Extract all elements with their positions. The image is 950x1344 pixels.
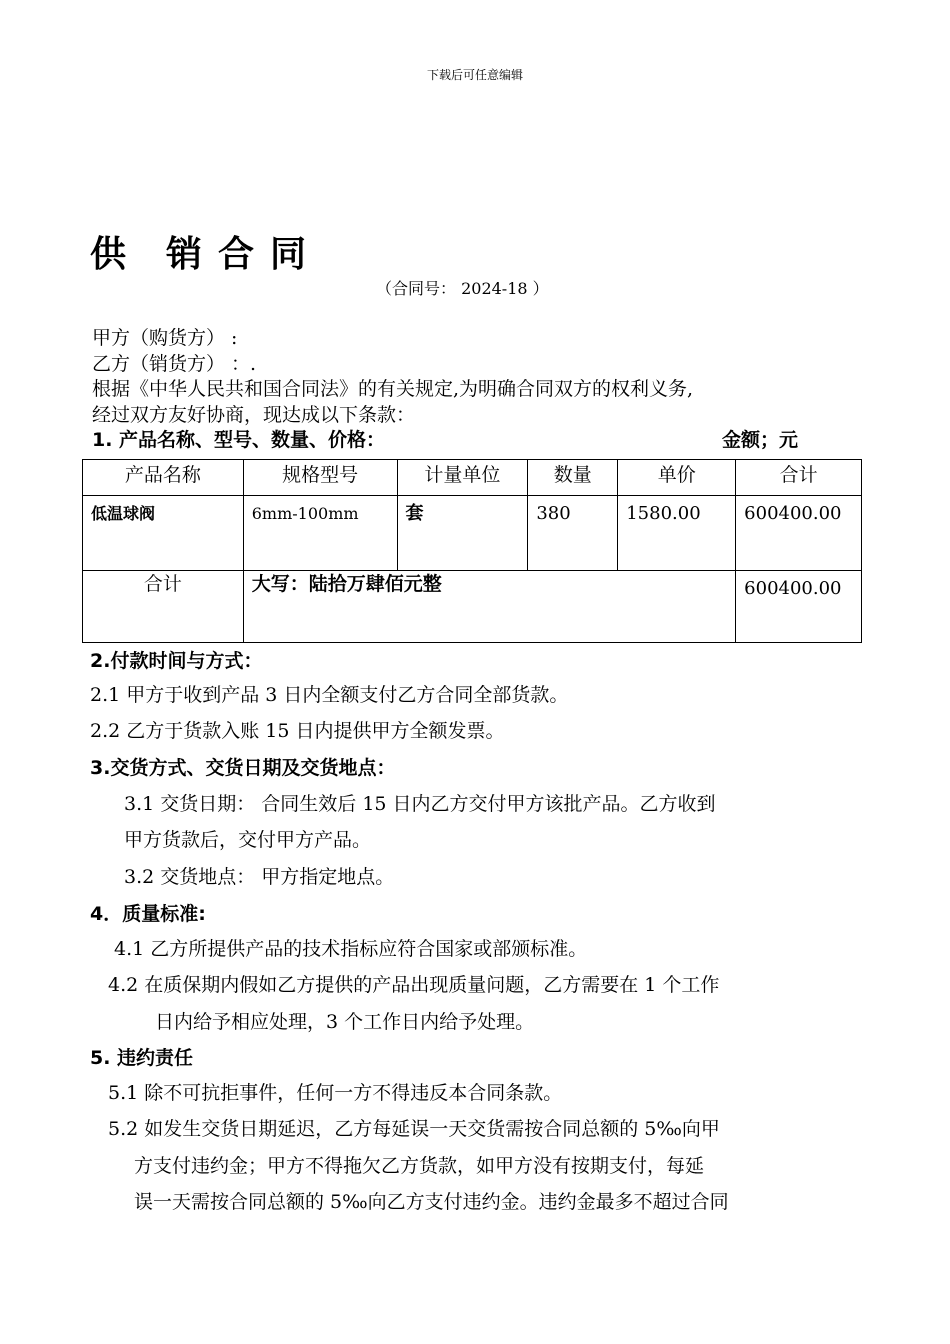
clause-5-2-line-2: 方支付违约金；甲方不得拖欠乙方货款，如甲方没有按期支付，每延	[134, 1155, 705, 1177]
clause-2-1: 2.1 甲方于收到产品 3 日内全额支付乙方合同全部货款。	[90, 684, 569, 706]
table-header: 合计	[736, 460, 862, 496]
table-header: 产品名称	[83, 460, 244, 496]
title-char: 供	[90, 234, 129, 275]
table-header: 计量单位	[397, 460, 528, 496]
section-4-heading: 4．质量标准:	[90, 903, 206, 925]
title-char: 销	[166, 234, 205, 275]
amount-unit: 金额；元	[722, 429, 799, 451]
table-header-row	[83, 460, 862, 496]
product-table	[82, 459, 862, 643]
clause-4-1: 4.1 乙方所提供产品的技术指标应符合国家或部颁标准。	[114, 938, 588, 960]
sum-total: 600400.00	[736, 571, 862, 643]
party-a: 甲方（购货方） :	[92, 327, 238, 349]
clause-2-2: 2.2 乙方于货款入账 15 日内提供甲方全额发票。	[90, 720, 505, 742]
clause-5-1: 5.1 除不可抗拒事件，任何一方不得违反本合同条款。	[108, 1082, 563, 1104]
sum-label: 合计	[83, 571, 244, 643]
sum-in-words: 大写：陆拾万肆佰元整	[243, 571, 735, 643]
clause-5-2-line-1: 5.2 如发生交货日期延迟，乙方每延误一天交货需按合同总额的 5‰向甲	[108, 1118, 720, 1140]
clause-4-2-line-1: 4.2 在质保期内假如乙方提供的产品出现质量问题，乙方需要在 1 个工作	[108, 974, 720, 996]
product-unit: 套	[397, 496, 528, 571]
section-5-heading: 5. 违约责任	[90, 1047, 194, 1069]
clause-3-1-line-2: 甲方货款后，交付甲方产品。	[124, 829, 372, 851]
table-header: 单价	[618, 460, 736, 496]
intro-line-2: 经过双方友好协商，现达成以下条款：	[92, 404, 416, 426]
clause-3-1-line-1: 3.1 交货日期： 合同生效后 15 日内乙方交付甲方该批产品。乙方收到	[124, 793, 716, 815]
page-title	[90, 226, 308, 277]
clause-4-2-line-2: 日内给予相应处理，3 个工作日内给予处理。	[155, 1011, 535, 1033]
section-3-heading: 3.交货方式、交货日期及交货地点：	[90, 757, 396, 779]
party-b: 乙方（销货方） ：.	[92, 353, 257, 375]
table-sum-row	[83, 571, 862, 643]
section-2-heading: 2.付款时间与方式：	[90, 650, 263, 672]
clause-5-2-line-3: 误一天需按合同总额的 5‰向乙方支付违约金。违约金最多不超过合同	[134, 1191, 729, 1213]
product-spec: 6mm-100mm	[243, 496, 397, 571]
title-char: 合	[218, 234, 257, 275]
product-name: 低温球阀	[83, 496, 244, 571]
table-header: 数量	[528, 460, 618, 496]
intro-line-1: 根据《中华人民共和国合同法》的有关规定,为明确合同双方的权利义务,	[92, 378, 694, 400]
product-total: 600400.00	[736, 496, 862, 571]
table-row	[83, 496, 862, 571]
header-note: 下载后可任意编辑	[426, 68, 523, 82]
table-header: 规格型号	[243, 460, 397, 496]
clause-3-2: 3.2 交货地点： 甲方指定地点。	[124, 866, 395, 888]
product-price: 1580.00	[618, 496, 736, 571]
section-1-heading: 1. 产品名称、型号、数量、价格：	[92, 429, 386, 451]
product-qty: 380	[528, 496, 618, 571]
title-char: 同	[270, 234, 309, 275]
contract-number: （合同号： 2024-18 ）	[376, 279, 549, 298]
